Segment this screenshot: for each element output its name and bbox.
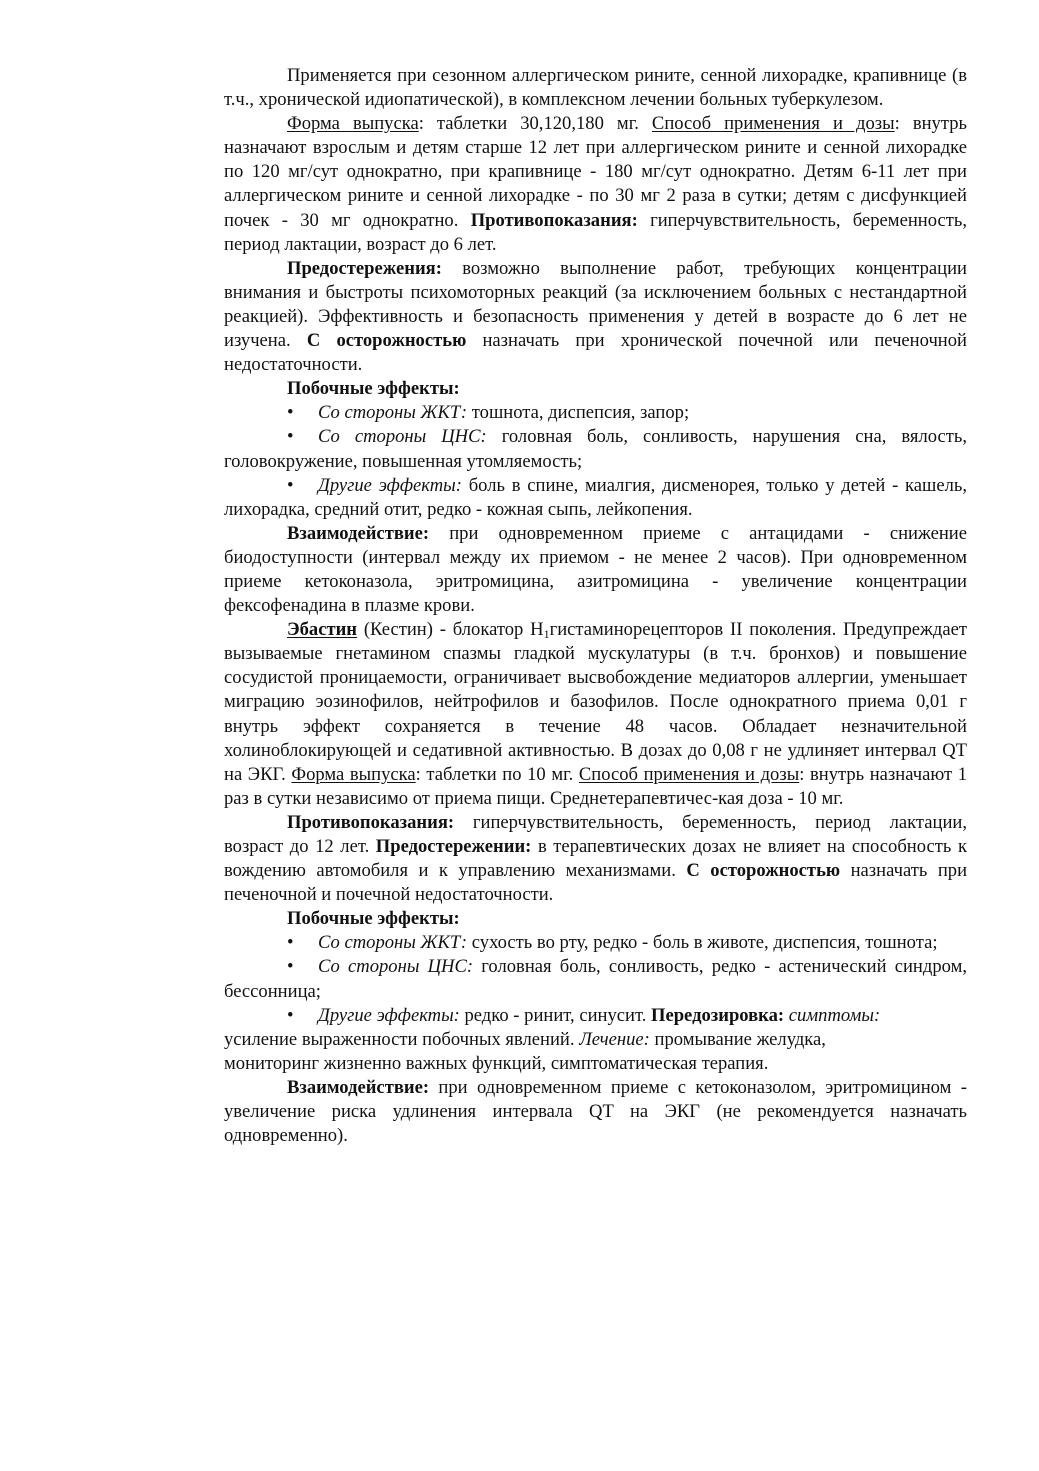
bullet-icon: •: [287, 402, 294, 424]
treatment-text-2: мониторинг жизненно важных функций, симптоматическая терапия.: [224, 1052, 769, 1074]
side-effects-heading: Побочные эффекты:: [287, 908, 460, 930]
bullet-icon: •: [287, 1004, 294, 1026]
paragraph-indications: Применяется при сезонном аллергическом рините, сенной лихорадке, крапивнице (в т.ч., хронической идиопатической), в комплексном лечении больных туберкулезом.: [224, 65, 967, 111]
side-effect-text: сухость во рту, редко - боль в животе, диспепсия, тошнота;: [467, 932, 938, 954]
form-text: : таблетки по 10 мг.: [415, 763, 579, 785]
side-effect-label: Другие эффекты:: [318, 474, 462, 496]
paragraph-warnings: [224, 257, 967, 377]
warnings-label: Предостережении:: [375, 836, 532, 857]
caution-text: назначать при печеночной и почечной недостаточности.: [224, 860, 968, 906]
overdose-label: Передозировка:: [651, 1004, 785, 1026]
paragraph-ebastine: [224, 618, 967, 811]
contraindications-text: гиперчувствительность, беременность, период лактации, возраст до 12 лет.: [224, 811, 967, 857]
side-effect-item: [224, 401, 967, 425]
interactions-label: Взаимодействие:: [287, 522, 430, 544]
warnings-text: возможно выполнение работ, требующих концентрации внимания и быстроты психомоторных реакций (за исключением больных с нестандартной реакцией). Эффективность и безопасность применения у детей в возрасте до 6 лет не изучена.: [224, 257, 967, 352]
side-effect-item: [224, 931, 967, 955]
side-effects-heading: Побочные эффекты:: [287, 378, 460, 400]
side-effect-text: редко - ринит, синусит.: [459, 1004, 651, 1026]
dose-text: : внутрь назначают взрослым и детям старше 12 лет при аллергическом рините и сенной лихорадке по 120 мг/сут однократно, при крапивнице - 180 мг/сут однократно. Детям 6-11 лет при аллергическом рините и сенной лихорадке - по 30 мг 2 раза в сутки; детям с дисфункцией почек - 30 мг однократно.: [224, 113, 967, 231]
contraindications-label: Противопоказания:: [470, 209, 638, 231]
contraindications-label: Противопоказания:: [287, 811, 455, 833]
drug-text-1: (Кестин) - блокатор H: [357, 619, 544, 641]
dose-label: Способ применения и дозы: [651, 113, 895, 135]
dose-label: Способ применения и дозы: [578, 763, 800, 785]
bullet-icon: •: [287, 426, 294, 448]
interactions-text: при одновременном приеме с кетоконазолом, эритромицином - увеличение риска удлинения интервала QT на ЭКГ (не рекомендуется назначать одновременно).: [224, 1076, 967, 1147]
form-label: Форма выпуска: [287, 113, 419, 135]
paragraph-interactions: [224, 522, 967, 618]
paragraph-form-dosage: [224, 112, 967, 257]
side-effect-text: головная боль, сонливость, редко - астенический синдром, бессонница;: [224, 956, 967, 1002]
side-effect-label: Со стороны ЦНС:: [318, 956, 474, 978]
subscript: 1: [543, 627, 550, 642]
bullet-icon: •: [287, 474, 294, 496]
side-effect-text: головная боль, сонливость, нарушения сна, вялость, головокружение, повышенная утомляемость;: [224, 426, 967, 472]
side-effect-label: Со стороны ЦНС:: [318, 426, 487, 448]
warnings-text: в терапевтических дозах не влияет на способность к вождению автомобиля и к управлению механизмами.: [224, 836, 967, 882]
treatment-text: промывание желудка,: [649, 1028, 826, 1050]
treatment-label: Лечение:: [579, 1028, 650, 1050]
contraindications-text: гиперчувствительность, беременность, период лактации, возраст до 6 лет.: [224, 209, 967, 255]
drug-name-text: Эбастин: [287, 619, 358, 641]
side-effect-item: [224, 955, 967, 1003]
side-effect-text: тошнота, диспепсия, запор;: [467, 402, 690, 424]
warnings-label: Предостережения:: [287, 257, 442, 279]
side-effect-label: Другие эффекты:: [318, 1004, 460, 1026]
bullet-icon: •: [287, 956, 294, 978]
paragraph-contraindications-2: [224, 811, 967, 907]
dose-text: : внутрь назначают 1 раз в сутки независимо от приема пищи. Среднетерапевтичес-кая доза - 10 мг.: [224, 763, 967, 809]
side-effect-item: [224, 425, 967, 473]
drug-text-2: гистаминорецепторов II поколения. Предупреждает вызываемые гнетамином спазмы гладкой мускулатуры (в т.ч. бронхов) и повышение сосудистой проницаемости, ограничивает высвобождение медиаторов аллергии, уменьшает миграцию эозинофилов, нейтрофилов и базофилов. После однократного приема 0,01 г внутрь эффект сохраняется в течение 48 часов. Обладает незначительной холиноблокирующей и седативной активностью. В дозах до 0,08 г не удлиняет интервал QT на ЭКГ.: [224, 619, 967, 785]
overdose-text: усиление выраженности побочных явлений.: [224, 1028, 580, 1050]
side-effect-item: [224, 474, 967, 522]
caution-label: С осторожностью: [306, 330, 467, 352]
document-page: [224, 64, 967, 1148]
interactions-text: при одновременном приеме с антацидами - снижение биодоступности (интервал между их приемом - не менее 2 часов). При одновременном приеме кетоконазола, эритромицина, азитромицина - увеличение концентрации фексофенадина в плазме крови.: [224, 522, 967, 617]
interactions-label: Взаимодействие:: [287, 1076, 430, 1098]
side-effect-item-other: [224, 1004, 967, 1076]
drug-name: [287, 619, 357, 640]
side-effect-label: Со стороны ЖКТ:: [318, 932, 468, 954]
caution-label: С осторожностью: [686, 860, 841, 882]
side-effect-label: Со стороны ЖКТ:: [318, 402, 468, 424]
symptoms-label: симптомы:: [788, 1004, 881, 1026]
paragraph-interactions-2: [224, 1076, 967, 1148]
form-text: : таблетки 30,120,180 мг.: [418, 113, 652, 135]
form-label: Форма выпуска: [291, 763, 416, 785]
caution-text: назначать при хронической почечной или печеночной недостаточности.: [224, 330, 968, 376]
bullet-icon: •: [287, 932, 294, 954]
side-effect-text: боль в спине, миалгия, дисменорея, только у детей - кашель, лихорадка, средний отит, редко - кожная сыпь, лейкопения.: [224, 474, 968, 520]
